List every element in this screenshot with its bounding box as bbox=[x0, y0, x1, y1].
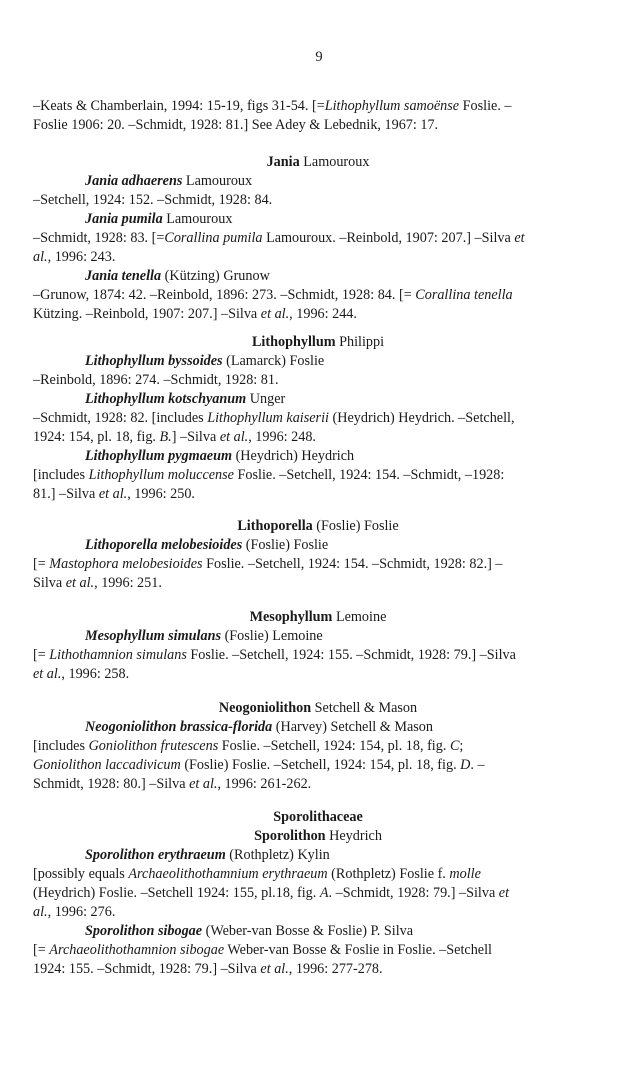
genus-section-jania bbox=[33, 153, 593, 324]
reference-line: [includes Lithophyllum moluccense Foslie. –Setchell, 1924: 154. –Schmidt, –1928: bbox=[33, 467, 505, 483]
reference-line: [possibly equals Archaeolithothamnium erythraeum (Rothpletz) Foslie f. molle bbox=[33, 866, 481, 882]
species-name: Lithophyllum kotschyanum Unger bbox=[85, 391, 286, 407]
reference-line: –Grunow, 1874: 42. –Reinbold, 1896: 273. –Schmidt, 1928: 84. [= Corallina tenella bbox=[33, 287, 513, 303]
reference-line: –Schmidt, 1928: 83. [=Corallina pumila Lamouroux. –Reinbold, 1907: 207.] –Silva et bbox=[33, 230, 525, 246]
genus-heading: Neogoniolithon Setchell & Mason bbox=[218, 700, 418, 716]
reference-line: [= Mastophora melobesioides Foslie. –Setchell, 1924: 154. –Schmidt, 1928: 82.] – bbox=[33, 556, 503, 572]
species-name: Lithophyllum byssoides (Lamarck) Foslie bbox=[85, 353, 325, 369]
species-name: Jania pumila Lamouroux bbox=[85, 211, 233, 227]
genus-section-neogoniolithon bbox=[33, 699, 593, 794]
reference-line: (Heydrich) Foslie. –Setchell 1924: 155, pl.18, fig. A. –Schmidt, 1928: 79.] –Silva et bbox=[33, 885, 510, 901]
species-name: Jania adhaerens Lamouroux bbox=[85, 173, 253, 189]
reference-line: –Keats & Chamberlain, 1994: 15-19, figs 31-54. [=Lithophyllum samoënse Foslie. – bbox=[33, 98, 512, 114]
reference-line: –Schmidt, 1928: 82. [includes Lithophyllum kaiserii (Heydrich) Heydrich. –Setchell, bbox=[33, 410, 515, 426]
page-number: 9 bbox=[315, 49, 323, 65]
species-name: Jania tenella (Kützing) Grunow bbox=[85, 268, 270, 284]
reference-line: Schmidt, 1928: 80.] –Silva et al., 1996: 261-262. bbox=[33, 776, 312, 792]
reference-line: al., 1996: 276. bbox=[33, 904, 116, 920]
species-name: Mesophyllum simulans (Foslie) Lemoine bbox=[85, 628, 323, 644]
reference-line: 1924: 154, pl. 18, fig. B.] –Silva et al., 1996: 248. bbox=[33, 429, 316, 445]
genus-heading: Mesophyllum Lemoine bbox=[249, 609, 387, 625]
species-name: Lithophyllum pygmaeum (Heydrich) Heydrich bbox=[85, 448, 355, 464]
reference-line: [= Lithothamnion simulans Foslie. –Setchell, 1924: 155. –Schmidt, 1928: 79.] –Silva bbox=[33, 647, 516, 663]
reference-line: [includes Goniolithon frutescens Foslie. –Setchell, 1924: 154, pl. 18, fig. C; bbox=[33, 738, 464, 754]
reference-line: et al., 1996: 258. bbox=[33, 666, 130, 682]
reference-line: Silva et al., 1996: 251. bbox=[33, 575, 162, 591]
species-name: Sporolithon sibogae (Weber-van Bosse & Foslie) P. Silva bbox=[85, 923, 414, 939]
species-name: Neogoniolithon brassica-florida (Harvey) Setchell & Mason bbox=[85, 719, 433, 735]
genus-section-mesophyllum bbox=[33, 608, 593, 684]
reference-line: –Setchell, 1924: 152. –Schmidt, 1928: 84. bbox=[33, 192, 273, 208]
reference-line: –Reinbold, 1896: 274. –Schmidt, 1928: 81. bbox=[33, 372, 279, 388]
reference-line: 1924: 155. –Schmidt, 1928: 79.] –Silva et al., 1996: 277-278. bbox=[33, 961, 383, 977]
genus-heading: Sporolithon Heydrich bbox=[254, 828, 382, 844]
species-name: Sporolithon erythraeum (Rothpletz) Kylin bbox=[85, 847, 330, 863]
reference-line: Goniolithon laccadivicum (Foslie) Foslie. –Setchell, 1924: 154, pl. 18, fig. D. – bbox=[33, 757, 485, 773]
reference-line: Foslie 1906: 20. –Schmidt, 1928: 81.] See Adey & Lebednik, 1967: 17. bbox=[33, 117, 439, 133]
continuation-entry bbox=[33, 97, 593, 135]
genus-section-lithophyllum bbox=[33, 333, 593, 504]
genus-section-lithoporella bbox=[33, 517, 593, 593]
genus-heading: Lithophyllum Philippi bbox=[251, 334, 385, 350]
reference-line: 81.] –Silva et al., 1996: 250. bbox=[33, 486, 195, 502]
genus-heading: Jania Lamouroux bbox=[266, 154, 370, 170]
reference-line: Kützing. –Reinbold, 1907: 207.] –Silva et al., 1996: 244. bbox=[33, 306, 357, 322]
family-section-sporolithaceae bbox=[33, 808, 593, 979]
species-name: Lithoporella melobesioides (Foslie) Foslie bbox=[85, 537, 329, 553]
reference-line: al., 1996: 243. bbox=[33, 249, 116, 265]
family-heading: Sporolithaceae bbox=[273, 809, 363, 825]
reference-line: [= Archaeolithothamnion sibogae Weber-van Bosse & Foslie in Foslie. –Setchell bbox=[33, 942, 492, 958]
genus-heading: Lithoporella (Foslie) Foslie bbox=[237, 518, 399, 534]
